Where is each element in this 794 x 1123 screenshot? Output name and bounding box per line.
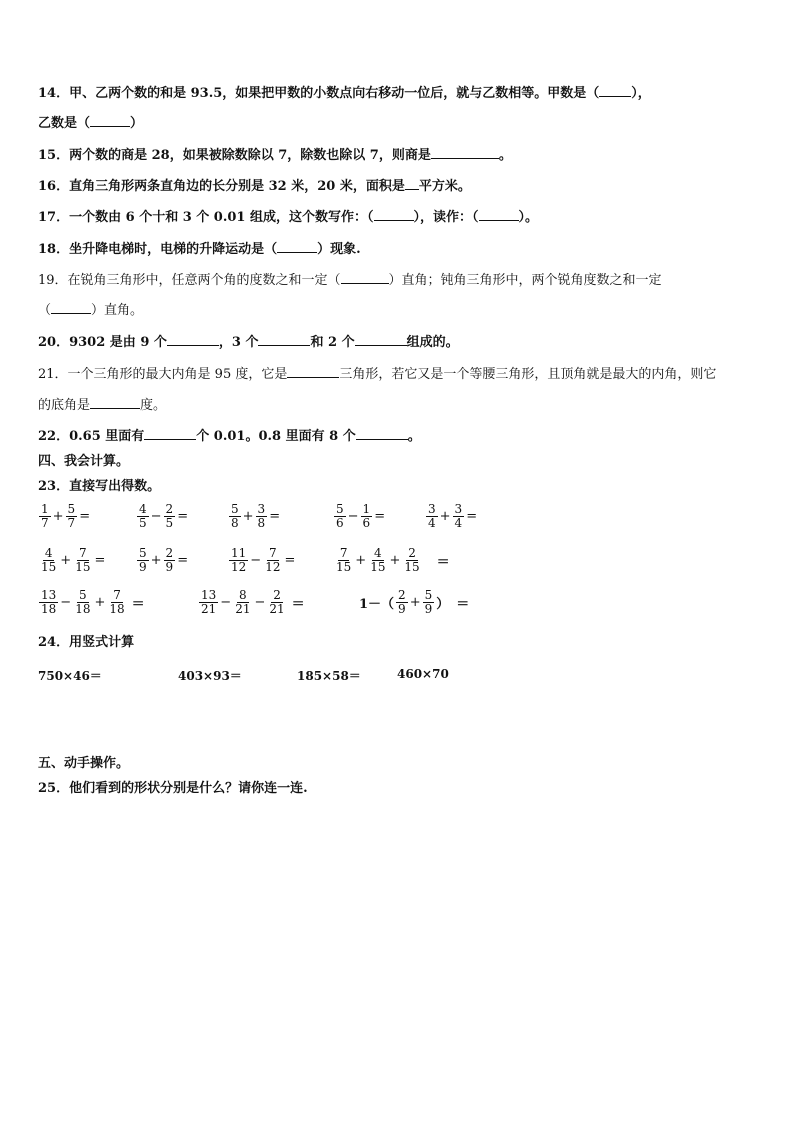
fraction: $\frac{2}{21}$ — [269, 588, 285, 616]
question-15 — [38, 146, 512, 165]
q14-text-2-end: ） — [130, 116, 144, 131]
answer-blank[interactable] — [90, 114, 130, 127]
fraction: $\frac{13}{18}$ — [41, 588, 57, 616]
fraction: $\frac{4}{5}$ — [139, 502, 147, 530]
fraction: $\frac{5}{8}$ — [231, 502, 239, 530]
q21-text-mid: 三角形，若它又是一个等腰三角形，且顶角就是最大的内角，则它 — [339, 367, 717, 382]
fraction: $\frac{2}{15}$ — [404, 546, 420, 574]
section-5-heading: 五、动手操作。 — [38, 756, 130, 771]
calc-item: 460×70 — [397, 667, 449, 681]
answer-blank[interactable] — [356, 427, 408, 440]
answer-blank[interactable] — [90, 396, 140, 409]
q15-text: 15．两个数的商是 28，如果被除数除以 7，除数也除以 7，则商是 — [38, 148, 431, 163]
question-21-line1 — [38, 365, 716, 384]
question-20 — [38, 333, 459, 352]
q19-text-mid: ）直角；钝角三角形中，两个锐角度数之和一定 — [388, 273, 662, 288]
answer-blank[interactable] — [287, 365, 339, 378]
q22-text-end: 。 — [407, 429, 421, 444]
q17-text-mid: ），读作：（ — [413, 210, 479, 225]
answer-blank[interactable] — [431, 146, 499, 159]
answer-blank[interactable] — [167, 333, 219, 346]
fraction-expr: $\frac{13}{21}$ − $\frac{8}{21}$ − $\frac{2}{21}$ ＝ — [201, 588, 305, 616]
fraction: $\frac{3}{4}$ — [428, 502, 436, 530]
fraction-expr: $\frac{13}{18}$ − $\frac{5}{18}$ + $\frac{7}{18}$ ＝ — [41, 588, 145, 616]
question-22 — [38, 427, 421, 446]
q17-text: 17．一个数由 6 个十和 3 个 0.01 组成，这个数写作：（ — [38, 210, 374, 225]
question-16 — [38, 177, 471, 196]
answer-blank[interactable] — [405, 177, 419, 190]
fraction: $\frac{7}{12}$ — [265, 546, 281, 574]
question-23-title: 23．直接写出得数。 — [38, 479, 161, 494]
answer-blank[interactable] — [258, 333, 310, 346]
q19-text: 19．在锐角三角形中，任意两个角的度数之和一定（ — [38, 273, 341, 288]
fraction: $\frac{3}{4}$ — [454, 502, 463, 530]
answer-blank[interactable] — [341, 271, 389, 284]
fraction: $\frac{5}{9}$ — [424, 588, 433, 616]
answer-blank[interactable] — [374, 208, 414, 221]
fraction-expr: $\frac{4}{5}$ − $\frac{2}{5}$ = — [139, 502, 189, 530]
fraction-expr: $\frac{5}{8}$ + $\frac{3}{8}$ = — [231, 502, 281, 530]
q21-text-2: 的底角是 — [38, 398, 91, 413]
question-17 — [38, 208, 538, 227]
fraction-expr: $\frac{11}{12}$ − $\frac{7}{12}$ = — [231, 546, 296, 574]
q17-text-end: ）。 — [518, 210, 539, 225]
q14-text-end: ）， — [631, 86, 651, 101]
q15-text-end: 。 — [498, 148, 512, 163]
q20-text-2: ，3 个 — [218, 335, 259, 350]
answer-blank[interactable] — [51, 301, 91, 314]
q21-text-2-end: 度。 — [140, 398, 167, 413]
fraction-expr: $\frac{7}{15}$ + $\frac{4}{15}$ + $\frac{2}{15}$ ＝ — [336, 546, 450, 574]
fraction: $\frac{5}{6}$ — [336, 502, 344, 530]
question-19-line1 — [38, 271, 662, 290]
fraction: $\frac{11}{12}$ — [231, 546, 247, 574]
fraction: $\frac{13}{21}$ — [201, 588, 217, 616]
fraction: $\frac{7}{15}$ — [75, 546, 91, 574]
answer-blank[interactable] — [277, 240, 317, 253]
fraction-expr: $\frac{1}{7}$ + $\frac{5}{7}$ = — [41, 502, 91, 530]
fraction: $\frac{5}{9}$ — [139, 546, 147, 574]
question-25: 25．他们看到的形状分别是什么？请你连一连. — [38, 781, 308, 796]
q20-text-3: 和 2 个 — [310, 335, 355, 350]
fraction: $\frac{1}{7}$ — [41, 502, 49, 530]
calc-item: 185×58＝ — [297, 669, 361, 683]
fraction: $\frac{5}{7}$ — [67, 502, 76, 530]
q18-text: 18．坐升降电梯时，电梯的升降运动是（ — [38, 242, 278, 257]
fraction: $\frac{2}{9}$ — [165, 546, 174, 574]
fraction: $\frac{4}{15}$ — [370, 546, 386, 574]
fraction-expr: $\frac{5}{9}$ + $\frac{2}{9}$ = — [139, 546, 189, 574]
q22-text-mid: 个 0.01。0.8 里面有 8 个 — [196, 429, 356, 444]
answer-blank[interactable] — [355, 333, 407, 346]
fraction-expr: $\frac{5}{6}$ − $\frac{1}{6}$ = — [336, 502, 386, 530]
fraction: $\frac{5}{18}$ — [75, 588, 91, 616]
answer-blank[interactable] — [144, 427, 196, 440]
fraction: $\frac{1}{6}$ — [362, 502, 371, 530]
q20-text: 20．9302 是由 9 个 — [38, 335, 167, 350]
fraction-expr: $\frac{4}{15}$ + $\frac{7}{15}$ = — [41, 546, 106, 574]
question-21-line2 — [38, 396, 166, 415]
q22-text: 22．0.65 里面有 — [38, 429, 145, 444]
calc-item: 403×93＝ — [178, 669, 242, 683]
section-4-heading: 四、我会计算。 — [38, 454, 130, 469]
q18-text-end: ）现象. — [317, 242, 361, 257]
q21-text: 21．一个三角形的最大内角是 95 度，它是 — [38, 367, 288, 382]
question-14-line2 — [38, 114, 143, 133]
answer-blank[interactable] — [599, 84, 631, 97]
q14-text-2: 乙数是（ — [38, 116, 91, 131]
q20-text-end: 组成的。 — [406, 335, 459, 350]
q14-text: 14．甲、乙两个数的和是 93.5，如果把甲数的小数点向右移动一位后，就与乙数相等。甲数是（ — [38, 86, 600, 101]
question-14-line1 — [38, 84, 651, 103]
fraction-expr: $\frac{3}{4}$ + $\frac{3}{4}$ = — [428, 502, 478, 530]
q19-text-2: （ — [38, 303, 52, 318]
calc-item: 750×46＝ — [38, 669, 102, 683]
question-18 — [38, 240, 361, 259]
fraction-expr: 1－（ $\frac{2}{9}$ + $\frac{5}{9}$ ） ＝ — [359, 588, 470, 616]
fraction: $\frac{2}{5}$ — [165, 502, 174, 530]
q16-text-end: 平方米。 — [418, 179, 471, 194]
fraction: $\frac{3}{8}$ — [257, 502, 266, 530]
q19-text-2-end: ）直角。 — [91, 303, 144, 318]
question-19-line2 — [38, 301, 143, 320]
question-24-title: 24．用竖式计算 — [38, 635, 135, 650]
fraction: $\frac{2}{9}$ — [398, 588, 406, 616]
fraction: $\frac{4}{15}$ — [41, 546, 57, 574]
fraction: $\frac{7}{18}$ — [109, 588, 125, 616]
q16-text: 16．直角三角形两条直角边的长分别是 32 米，20 米，面积是 — [38, 179, 405, 194]
fraction: $\frac{7}{15}$ — [336, 546, 352, 574]
fraction: $\frac{8}{21}$ — [235, 588, 251, 616]
answer-blank[interactable] — [479, 208, 519, 221]
